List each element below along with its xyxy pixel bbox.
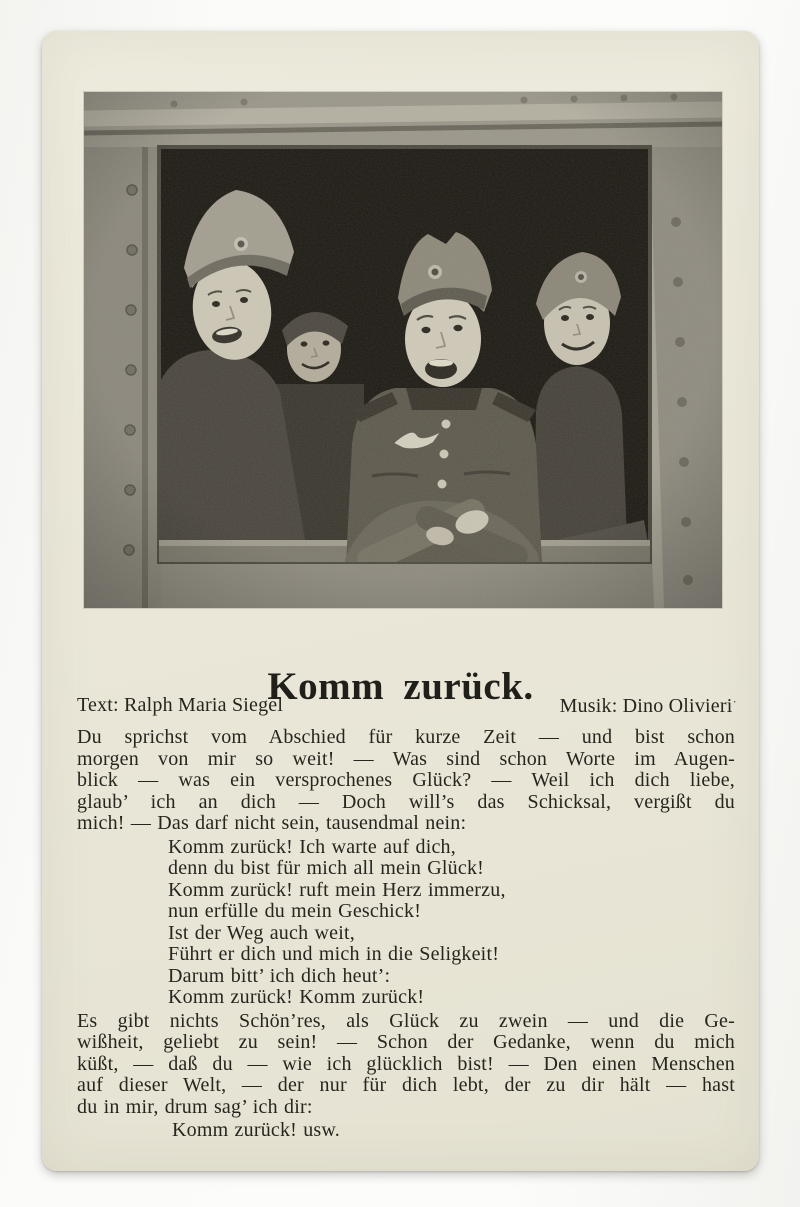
print-artifact-dot: · <box>732 694 737 709</box>
postcard <box>42 31 759 1171</box>
lyric-line: blick — was ein versprochenes Glück? — Weil ich dich liebe, <box>77 769 735 791</box>
lyric-line: Es gibt nichts Schön’res, als Glück zu zwein — und die Ge- <box>77 1009 735 1032</box>
lyric-line: nun erfülle du mein Geschick! <box>168 900 422 922</box>
refrain <box>168 837 735 1009</box>
lyric-line: denn du bist für mich all mein Glück! <box>168 857 485 879</box>
lyric-line: Du sprichst vom Abschied für kurze Zeit — und bist schon <box>77 726 735 748</box>
lyric-line: morgen von mir so weit! — Was sind schon Worte im Augen- <box>77 747 735 770</box>
lyrics-block <box>77 727 735 1142</box>
lyric-line: wißheit, geliebt zu sein! — Schon der Gedanke, wenn du mich <box>77 1031 735 1053</box>
lyric-line: glaub’ ich an dich — Doch will’s das Schicksal, vergißt du <box>77 790 735 813</box>
song-title: Komm zurück. <box>267 665 534 709</box>
composer-credit: Musik: Dino Olivieri· <box>559 694 737 717</box>
lyric-line: du in mir, drum sag’ ich dir: <box>77 1095 313 1118</box>
lyric-line: mich! — Das darf nicht sein, tausendmal nein: <box>77 812 467 834</box>
lyric-line: Komm zurück! Ich warte auf dich, <box>168 835 456 858</box>
lyric-line: Darum bitt’ ich dich heut’: <box>168 964 391 987</box>
lyric-line: küßt, — daß du — wie ich glücklich bist! — Den einen Menschen <box>77 1052 735 1075</box>
lyric-line: Ist der Weg auch weit, <box>168 921 355 944</box>
lyric-line: auf dieser Welt, — der nur für dich lebt, der zu dir hält — hast <box>77 1074 735 1096</box>
soldiers-train-photo <box>84 92 722 608</box>
verse-1 <box>77 727 735 835</box>
verse-2 <box>77 1011 735 1119</box>
lyric-line: Komm zurück! Komm zurück! <box>168 986 425 1008</box>
credits-row <box>77 694 737 718</box>
lyric-line: Führt er dich und mich in die Seligkeit! <box>168 943 500 965</box>
outro-line: Komm zurück! usw. <box>172 1119 340 1141</box>
soldiers-train-photo-svg <box>84 92 722 608</box>
lyricist-credit: Text: Ralph Maria Siegel <box>77 694 284 716</box>
lyric-line: Komm zurück! ruft mein Herz immerzu, <box>168 878 506 901</box>
